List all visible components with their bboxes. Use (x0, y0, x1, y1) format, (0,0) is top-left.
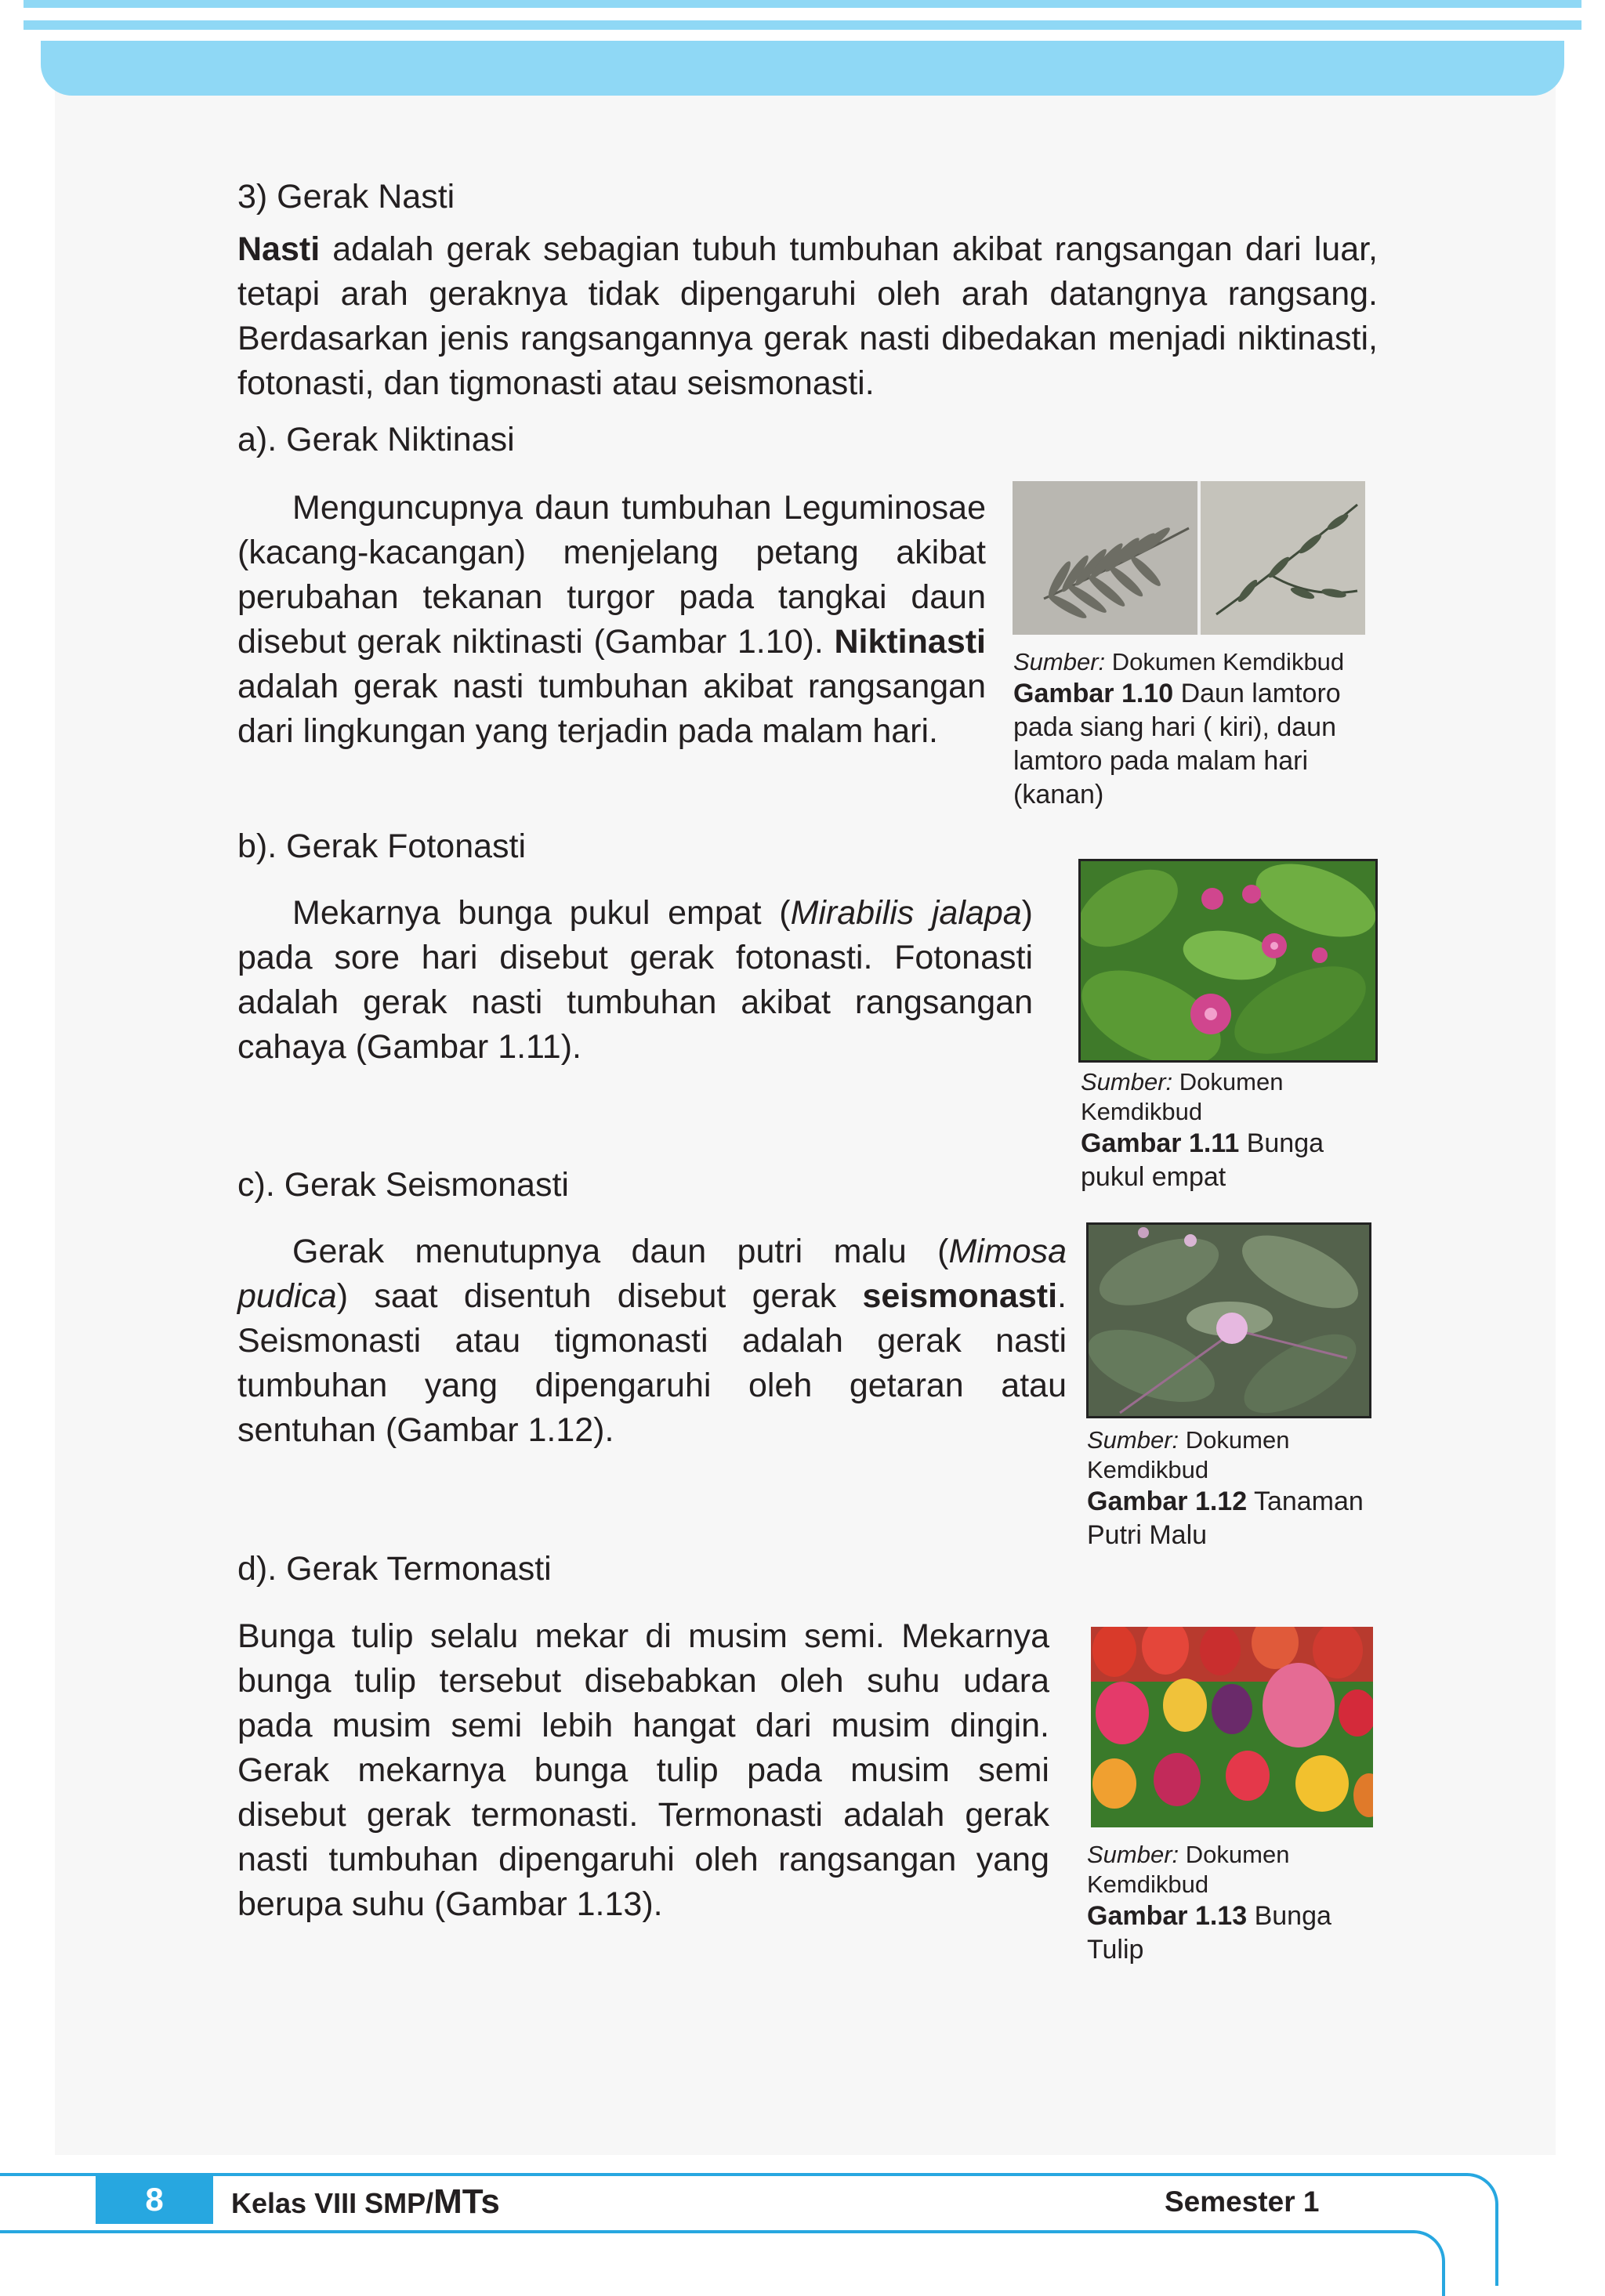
footer-mts-text: MTs (433, 2182, 500, 2221)
section-intro (237, 227, 1378, 406)
fotonasti-text-1: Mekarnya bunga pukul empat ( (292, 894, 791, 932)
section-heading: 3) Gerak Nasti (237, 178, 455, 215)
figure-1-11-number: Gambar 1.11 (1081, 1128, 1240, 1158)
figure-1-10-number: Gambar 1.10 (1013, 679, 1174, 708)
intro-text: adalah gerak sebagian tubuh tumbuhan akibat rangsangan dari luar, tetapi arah geraknya tidak dipengaruhi oleh arah datangnya rangsang. Berdasarkan jenis rangsangannya gerak nasti dibedakan menjadi niktinasti, fotonasti, dan tigmonasti atau seismonasti. (237, 230, 1378, 402)
figure-four-oclock-flower (1078, 859, 1378, 1063)
page-number: 8 (96, 2175, 213, 2224)
source-label: Sumber: (1081, 1068, 1173, 1095)
fotonasti-paragraph (237, 891, 1033, 1070)
fotonasti-species: Mirabilis jalapa (790, 894, 1022, 932)
source-text: Dokumen Kemdikbud (1087, 1426, 1290, 1483)
seismonasti-text-1: Gerak menutupnya daun putri malu ( (292, 1233, 949, 1270)
seismonasti-text-3: . Seismonasti atau tigmonasti adalah gerak nasti tumbuhan yang dipengaruhi oleh getaran atau sentuhan (Gambar 1.12). (237, 1277, 1067, 1449)
header-stripe-1 (24, 0, 1581, 8)
figure-1-12-source (1087, 1425, 1400, 1485)
source-text: Dokumen Kemdikbud (1105, 648, 1345, 675)
termonasti-heading: d). Gerak Termonasti (237, 1550, 552, 1588)
niktinasti-term: Niktinasti (834, 623, 986, 661)
header-band (41, 41, 1564, 96)
source-text: Dokumen Kemdikbud (1087, 1841, 1290, 1898)
seismonasti-paragraph (237, 1229, 1067, 1453)
figure-1-12-number: Gambar 1.12 (1087, 1487, 1248, 1516)
figure-1-11-text: Bunga pukul empat (1081, 1128, 1324, 1192)
figure-1-10-caption (1013, 647, 1382, 812)
figure-tulip-flowers (1091, 1627, 1373, 1827)
figure-1-12-text: Tanaman Putri Malu (1087, 1487, 1364, 1550)
lamtoro-leaves-image (1013, 481, 1365, 635)
seismonasti-text-2: ) saat disentuh disebut gerak (336, 1277, 863, 1315)
niktinasti-text-1: Menguncupnya daun tumbuhan Leguminosae (kacang-kacangan) menjelang petang akibat perubahan tekanan turgor pada tangkai daun disebut gerak niktinasti (Gambar 1.10). (237, 489, 986, 661)
fotonasti-heading: b). Gerak Fotonasti (237, 828, 527, 865)
header-stripe-2 (24, 20, 1581, 30)
figure-1-11-source (1081, 1067, 1379, 1127)
source-label: Sumber: (1087, 1426, 1179, 1454)
seismonasti-heading: c). Gerak Seismonasti (237, 1166, 569, 1204)
termonasti-paragraph: Bunga tulip selalu mekar di musim semi. Mekarnya bunga tulip tersebut disebabkan oleh suhu udara pada musim semi lebih hangat dari musim dingin. Gerak mekarnya bunga tulip pada musim semi disebut gerak termonasti. Termonasti adalah gerak nasti tumbuhan dipengaruhi oleh rangsangan yang berupa suhu (Gambar 1.13). (237, 1617, 1049, 1923)
niktinasti-heading: a). Gerak Niktinasi (237, 421, 515, 458)
source-text: Dokumen Kemdikbud (1081, 1068, 1284, 1125)
figure-1-13-text: Bunga Tulip (1087, 1901, 1331, 1965)
seismonasti-term: seismonasti (862, 1277, 1058, 1315)
source-label: Sumber: (1087, 1841, 1179, 1868)
footer-class-text: Kelas VIII SMP/ (231, 2187, 434, 2219)
source-label: Sumber: (1013, 648, 1106, 675)
niktinasti-text-2: adalah gerak nasti tumbuhan akibat rangsangan dari lingkungan yang terjadin pada malam hari. (237, 668, 986, 750)
figure-1-13-caption (1087, 1840, 1385, 1967)
figure-1-10-source (1013, 647, 1382, 677)
tulip-flowers-image (1091, 1627, 1373, 1827)
figure-1-13-number: Gambar 1.13 (1087, 1901, 1248, 1931)
footer-class-label (231, 2178, 500, 2227)
footer-semester: Semester 1 (1165, 2186, 1320, 2218)
figure-1-12-caption (1087, 1425, 1400, 1552)
figure-1-10-text: Daun lamtoro pada siang hari ( kiri), daun lamtoro pada malam hari (kanan) (1013, 679, 1341, 809)
intro-term: Nasti (237, 230, 321, 268)
figure-mimosa-plant (1086, 1222, 1371, 1418)
mimosa-plant-image (1089, 1225, 1369, 1416)
four-oclock-flower-image (1081, 861, 1375, 1060)
footer-border-bottom (0, 2230, 1445, 2296)
figure-lamtoro-leaves (1013, 481, 1365, 635)
seismonasti-species: Mimosa pudica (237, 1233, 1067, 1315)
figure-1-13-source (1087, 1840, 1385, 1899)
fotonasti-text-2: ) pada sore hari disebut gerak fotonasti. Fotonasti adalah gerak nasti tumbuhan akibat rangsangan cahaya (Gambar 1.11). (237, 894, 1033, 1066)
niktinasti-paragraph (237, 486, 986, 754)
figure-1-11-caption (1081, 1067, 1379, 1194)
